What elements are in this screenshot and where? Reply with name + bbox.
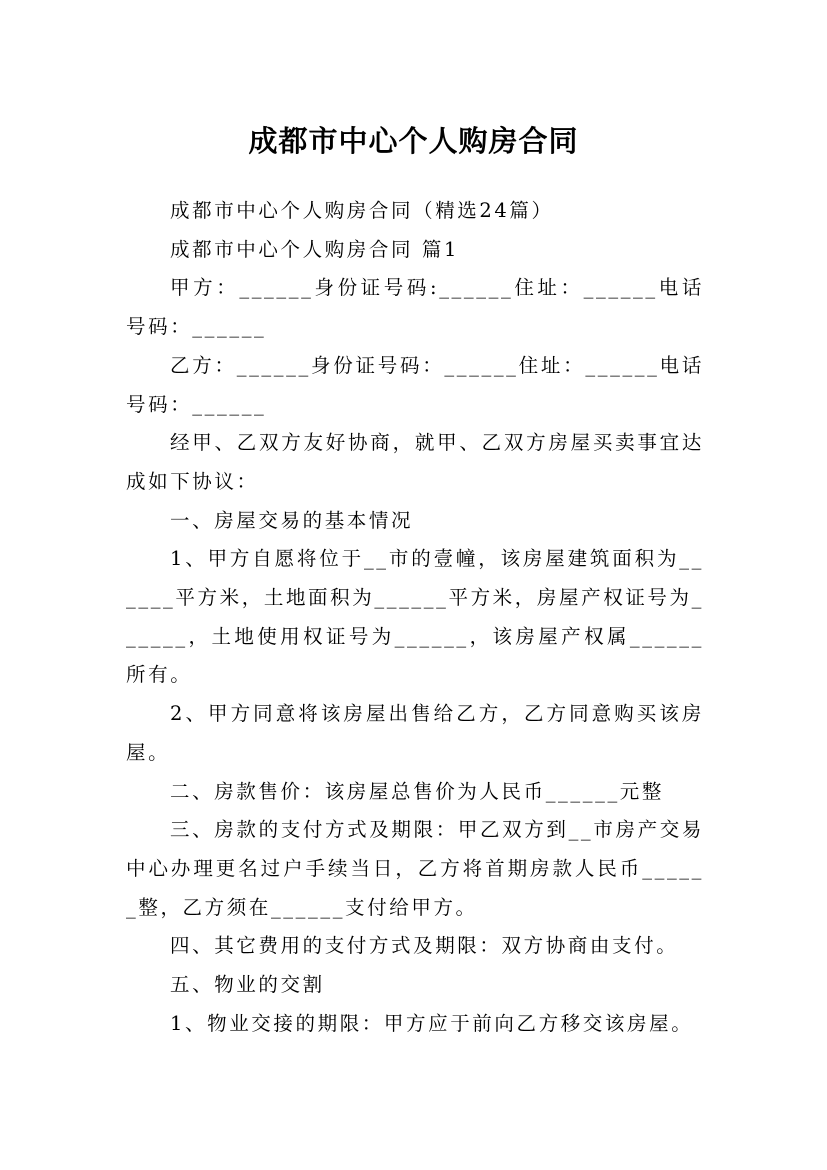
document-body (126, 192, 704, 1043)
paragraph-clause-1-2: 2、甲方同意将该房屋出售给乙方，乙方同意购买该房屋。 (126, 702, 704, 764)
paragraph-section-1: 一、房屋交易的基本情况 (170, 508, 414, 532)
document-title: 成都市中心个人购房合同 (248, 124, 579, 159)
paragraph-section-5: 五、物业的交割 (170, 973, 325, 997)
paragraph-article-title: 成都市中心个人购房合同 篇1 (170, 237, 460, 261)
paragraph-preamble: 经甲、乙双方友好协商，就甲、乙双方房屋买卖事宜达成如下协议： (126, 431, 704, 493)
paragraph-section-2: 二、房款售价：该房屋总售价为人民币______元整 (170, 779, 665, 803)
paragraph-party-b: 乙方：______身份证号码：______住址：______电话号码：______ (126, 353, 704, 416)
paragraph-clause-1-1: 1、甲方自愿将位于__市的壹幢，该房屋建筑面积为______平方米，土地面积为______平方米，房屋产权证号为______，土地使用权证号为______，该房屋产权属______所有。 (126, 547, 704, 687)
paragraph-party-a: 甲方：______身份证号码:______住址：______电话号码：______ (126, 276, 704, 339)
paragraph-section-4: 四、其它费用的支付方式及期限：双方协商由支付。 (170, 934, 679, 958)
paragraph-clause-5-1: 1、物业交接的期限：甲方应于前向乙方移交该房屋。 (170, 1011, 694, 1035)
paragraph-section-3: 三、房款的支付方式及期限：甲乙双方到__市房产交易中心办理更名过户手续当日，乙方将首期房款人民币______整，乙方须在______支付给甲方。 (126, 818, 704, 919)
paragraph-heading: 成都市中心个人购房合同（精选24篇） (170, 199, 554, 222)
